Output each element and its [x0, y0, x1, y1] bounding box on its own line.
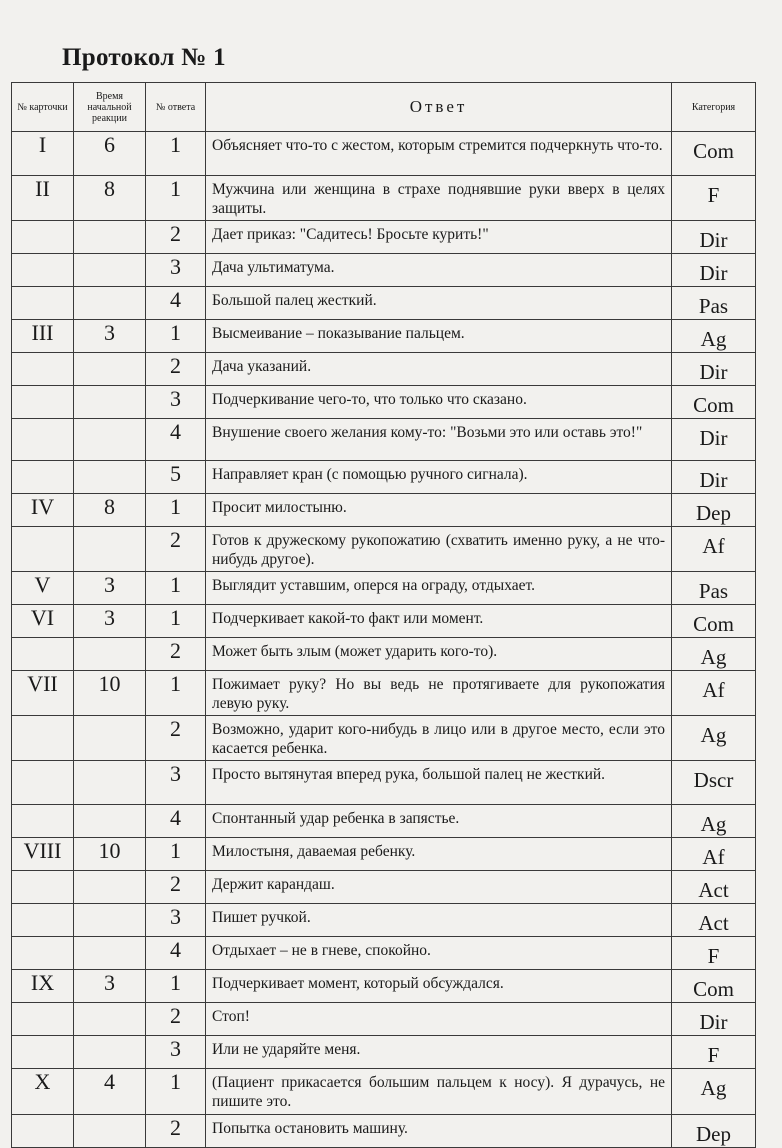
card-number-cell: X	[12, 1069, 74, 1115]
answer-text-cell: Пожимает руку? Но вы ведь не протягиваете для рукопожатия левую руку.	[206, 671, 672, 716]
answer-number-cell: 3	[146, 1036, 206, 1069]
answer-text-cell: Просит милостыню.	[206, 494, 672, 527]
table-row	[12, 937, 756, 970]
table-row	[12, 871, 756, 904]
answer-text-cell: Дача указаний.	[206, 353, 672, 386]
answer-text-cell: Держит карандаш.	[206, 871, 672, 904]
card-number-cell	[12, 527, 74, 572]
table-row	[12, 1115, 756, 1148]
answer-text-cell: Направляет кран (с помощью ручного сигнала).	[206, 461, 672, 494]
answer-number-cell: 3	[146, 904, 206, 937]
category-cell: Ag	[672, 805, 756, 838]
answer-number-cell: 2	[146, 221, 206, 254]
table-row	[12, 1003, 756, 1036]
reaction-time-cell	[74, 254, 146, 287]
reaction-time-cell	[74, 904, 146, 937]
answer-number-cell: 2	[146, 527, 206, 572]
card-number-cell: II	[12, 176, 74, 221]
header-answer: Ответ	[206, 83, 672, 132]
answer-number-cell: 1	[146, 572, 206, 605]
answer-text-cell: Выглядит уставшим, оперся на ограду, отдыхает.	[206, 572, 672, 605]
category-cell: Dir	[672, 461, 756, 494]
category-cell: Dir	[672, 221, 756, 254]
table-row	[12, 419, 756, 461]
card-number-cell	[12, 716, 74, 761]
reaction-time-cell	[74, 805, 146, 838]
answer-number-cell: 1	[146, 494, 206, 527]
category-cell: F	[672, 176, 756, 221]
answer-text-cell: Готов к дружескому рукопожатию (схватить именно руку, а не что-нибудь другое).	[206, 527, 672, 572]
header-card: № карточки	[12, 83, 74, 132]
answer-text-cell: Дача ультиматума.	[206, 254, 672, 287]
answer-number-cell: 4	[146, 287, 206, 320]
answer-number-cell: 2	[146, 638, 206, 671]
category-cell: Pas	[672, 572, 756, 605]
answer-text-cell: Спонтанный удар ребенка в запястье.	[206, 805, 672, 838]
table-row	[12, 761, 756, 805]
reaction-time-cell: 3	[74, 605, 146, 638]
card-number-cell	[12, 904, 74, 937]
category-cell: Ag	[672, 638, 756, 671]
reaction-time-cell	[74, 1036, 146, 1069]
answer-text-cell: Отдыхает – не в гневе, спокойно.	[206, 937, 672, 970]
answer-text-cell: Объясняет что-то с жестом, которым стремится подчеркнуть что-то.	[206, 132, 672, 176]
category-cell: Af	[672, 527, 756, 572]
reaction-time-cell	[74, 353, 146, 386]
card-number-cell: VIII	[12, 838, 74, 871]
category-cell: Com	[672, 386, 756, 419]
table-row	[12, 1036, 756, 1069]
card-number-cell	[12, 353, 74, 386]
table-row	[12, 132, 756, 176]
category-cell: Act	[672, 871, 756, 904]
header-answer-number: № ответа	[146, 83, 206, 132]
header-time: Время начальной реакции	[74, 83, 146, 132]
category-cell: Act	[672, 904, 756, 937]
card-number-cell: I	[12, 132, 74, 176]
reaction-time-cell	[74, 716, 146, 761]
answer-number-cell: 2	[146, 716, 206, 761]
reaction-time-cell	[74, 527, 146, 572]
answer-number-cell: 1	[146, 970, 206, 1003]
protocol-title: Протокол № 1	[62, 44, 226, 71]
card-number-cell: V	[12, 572, 74, 605]
reaction-time-cell	[74, 419, 146, 461]
table-row	[12, 527, 756, 572]
answer-number-cell: 1	[146, 132, 206, 176]
table-row	[12, 287, 756, 320]
reaction-time-cell: 10	[74, 671, 146, 716]
answer-text-cell: Подчеркивает какой-то факт или момент.	[206, 605, 672, 638]
reaction-time-cell	[74, 386, 146, 419]
card-number-cell	[12, 805, 74, 838]
card-number-cell: IV	[12, 494, 74, 527]
category-cell: F	[672, 1036, 756, 1069]
answer-number-cell: 4	[146, 937, 206, 970]
table-row	[12, 970, 756, 1003]
answer-text-cell: Внушение своего желания кому-то: "Возьми это или оставь это!"	[206, 419, 672, 461]
table-row	[12, 221, 756, 254]
answer-number-cell: 1	[146, 176, 206, 221]
answer-text-cell: Стоп!	[206, 1003, 672, 1036]
category-cell: F	[672, 937, 756, 970]
category-cell: Com	[672, 132, 756, 176]
reaction-time-cell: 3	[74, 970, 146, 1003]
category-cell: Com	[672, 970, 756, 1003]
card-number-cell	[12, 254, 74, 287]
answer-number-cell: 5	[146, 461, 206, 494]
table-row	[12, 605, 756, 638]
category-cell: Dir	[672, 1003, 756, 1036]
card-number-cell	[12, 638, 74, 671]
answer-text-cell: Попытка остановить машину.	[206, 1115, 672, 1148]
answer-number-cell: 2	[146, 1115, 206, 1148]
answer-text-cell: Может быть злым (может ударить кого-то).	[206, 638, 672, 671]
table-row	[12, 805, 756, 838]
table-row	[12, 838, 756, 871]
reaction-time-cell: 6	[74, 132, 146, 176]
card-number-cell: VI	[12, 605, 74, 638]
header-category: Категория	[672, 83, 756, 132]
reaction-time-cell: 8	[74, 494, 146, 527]
answer-number-cell: 3	[146, 254, 206, 287]
table-row	[12, 638, 756, 671]
category-cell: Dep	[672, 494, 756, 527]
table-row	[12, 386, 756, 419]
card-number-cell	[12, 461, 74, 494]
card-number-cell	[12, 419, 74, 461]
answer-text-cell: Высмеивание – показывание пальцем.	[206, 320, 672, 353]
category-cell: Ag	[672, 716, 756, 761]
card-number-cell	[12, 287, 74, 320]
category-cell: Dir	[672, 353, 756, 386]
reaction-time-cell: 8	[74, 176, 146, 221]
table-row	[12, 716, 756, 761]
table-row	[12, 671, 756, 716]
answer-text-cell: Подчеркивает момент, который обсуждался.	[206, 970, 672, 1003]
reaction-time-cell	[74, 221, 146, 254]
card-number-cell	[12, 761, 74, 805]
card-number-cell	[12, 221, 74, 254]
reaction-time-cell	[74, 1115, 146, 1148]
answer-number-cell: 4	[146, 805, 206, 838]
category-cell: Af	[672, 671, 756, 716]
category-cell: Ag	[672, 320, 756, 353]
reaction-time-cell	[74, 1003, 146, 1036]
table-row	[12, 1069, 756, 1115]
answer-text-cell: Милостыня, даваемая ребенку.	[206, 838, 672, 871]
category-cell: Dir	[672, 419, 756, 461]
answer-number-cell: 4	[146, 419, 206, 461]
reaction-time-cell	[74, 761, 146, 805]
table-header-row	[12, 83, 756, 132]
reaction-time-cell	[74, 638, 146, 671]
answer-text-cell: Просто вытянутая вперед рука, большой палец не жесткий.	[206, 761, 672, 805]
reaction-time-cell	[74, 937, 146, 970]
answer-number-cell: 1	[146, 838, 206, 871]
card-number-cell	[12, 1115, 74, 1148]
answer-text-cell: Пишет ручкой.	[206, 904, 672, 937]
table-row	[12, 320, 756, 353]
answer-number-cell: 2	[146, 1003, 206, 1036]
answer-number-cell: 2	[146, 353, 206, 386]
card-number-cell: IX	[12, 970, 74, 1003]
answer-number-cell: 1	[146, 320, 206, 353]
category-cell: Pas	[672, 287, 756, 320]
reaction-time-cell: 3	[74, 572, 146, 605]
answer-number-cell: 1	[146, 605, 206, 638]
card-number-cell	[12, 386, 74, 419]
category-cell: Dep	[672, 1115, 756, 1148]
table-row	[12, 254, 756, 287]
table-row	[12, 572, 756, 605]
reaction-time-cell	[74, 871, 146, 904]
card-number-cell	[12, 1036, 74, 1069]
category-cell: Com	[672, 605, 756, 638]
card-number-cell	[12, 1003, 74, 1036]
answer-text-cell: Подчеркивание чего-то, что только что сказано.	[206, 386, 672, 419]
reaction-time-cell: 3	[74, 320, 146, 353]
table-row	[12, 494, 756, 527]
answer-number-cell: 1	[146, 671, 206, 716]
table-row	[12, 904, 756, 937]
card-number-cell	[12, 871, 74, 904]
answer-number-cell: 3	[146, 761, 206, 805]
answer-text-cell: Или не ударяйте меня.	[206, 1036, 672, 1069]
table-row	[12, 353, 756, 386]
answer-number-cell: 3	[146, 386, 206, 419]
card-number-cell: III	[12, 320, 74, 353]
answer-text-cell: (Пациент прикасается большим пальцем к носу). Я дурачусь, не пишите это.	[206, 1069, 672, 1115]
table-body	[12, 132, 756, 1148]
answer-text-cell: Возможно, ударит кого-нибудь в лицо или в другое место, если это касается ребенка.	[206, 716, 672, 761]
category-cell: Af	[672, 838, 756, 871]
answer-text-cell: Дает приказ: "Садитесь! Бросьте курить!"	[206, 221, 672, 254]
protocol-table	[11, 82, 756, 1148]
card-number-cell: VII	[12, 671, 74, 716]
table-row	[12, 461, 756, 494]
reaction-time-cell	[74, 461, 146, 494]
category-cell: Ag	[672, 1069, 756, 1115]
table-row	[12, 176, 756, 221]
category-cell: Dir	[672, 254, 756, 287]
answer-text-cell: Мужчина или женщина в страхе поднявшие руки вверх в целях защиты.	[206, 176, 672, 221]
reaction-time-cell: 10	[74, 838, 146, 871]
category-cell: Dscr	[672, 761, 756, 805]
reaction-time-cell: 4	[74, 1069, 146, 1115]
answer-text-cell: Большой палец жесткий.	[206, 287, 672, 320]
answer-number-cell: 1	[146, 1069, 206, 1115]
reaction-time-cell	[74, 287, 146, 320]
card-number-cell	[12, 937, 74, 970]
answer-number-cell: 2	[146, 871, 206, 904]
